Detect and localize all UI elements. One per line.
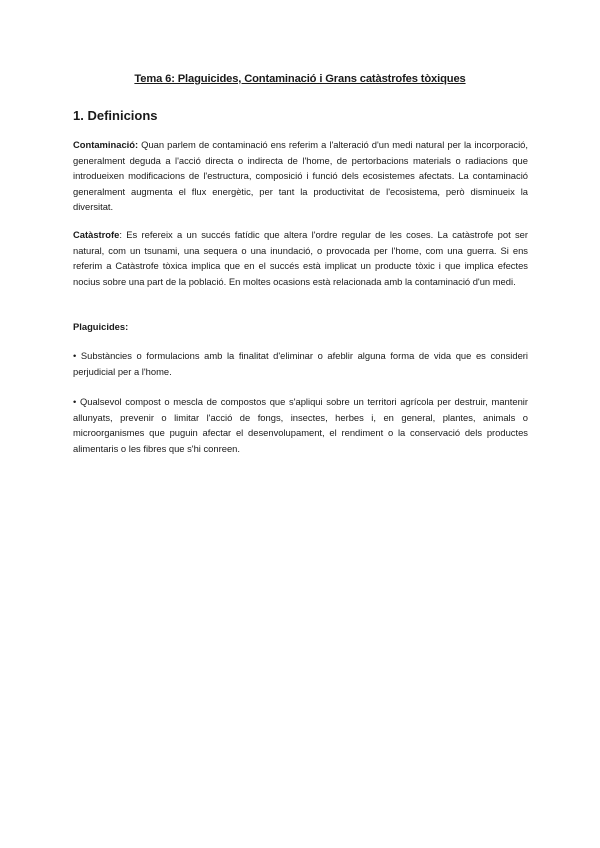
plaguicides-label: Plaguicides: — [73, 321, 129, 332]
term-label: Contaminació: — [73, 139, 139, 150]
section-heading: 1. Definicions — [73, 108, 158, 123]
document-title: Tema 6: Plaguicides, Contaminació i Grans catàstrofes tòxiques — [134, 73, 466, 85]
term-label: Catàstrofe — [73, 229, 120, 240]
definition-text: Quan parlem de contaminació ens referim a l'alteració d'un medi natural per la incorporació, generalment deguda a l'acció directa o indirecta de l'home, de pertorbacions materials o radiacions que introdueixen modificacions de l'estructura, composició i funció dels ecosistemes afectats. La contaminació generalment augmenta el flux energètic, per tant la productivitat de l'ecosistema, però disminueix la diversitat. — [73, 139, 528, 212]
definition-catastrofe — [73, 227, 528, 289]
definition-text: : Es refereix a un succés fatídic que altera l'ordre regular de les coses. La catàstrofe pot ser natural, com un tsunami, una sequera o una inundació, o provocada per l'home, com una guerra. Si ens referim a Catàstrofe tòxica implica que en el succés està implicat un producte tòxic i que implica efectes nocius sobre una part de la població. En moltes ocasions està relacionada amb la contaminació d'un medi. — [73, 229, 528, 287]
definition-contaminacio — [73, 137, 528, 215]
plaguicides-bullet-1: • Substàncies o formulacions amb la finalitat d'eliminar o afeblir alguna forma de vida que es consideri perjudicial per a l'home. — [73, 350, 528, 377]
plaguicides-bullet-2: • Qualsevol compost o mescla de compostos que s'apliqui sobre un territori agrícola per destruir, mantenir allunyats, prevenir o limitar l'acció de fongs, insectes, herbes i, en general, plantes, animals o microorganismes que puguin afectar el desenvolupament, el rendiment o la conservació dels productes alimentaris o les fibres que s'hi conreen. — [73, 396, 528, 454]
